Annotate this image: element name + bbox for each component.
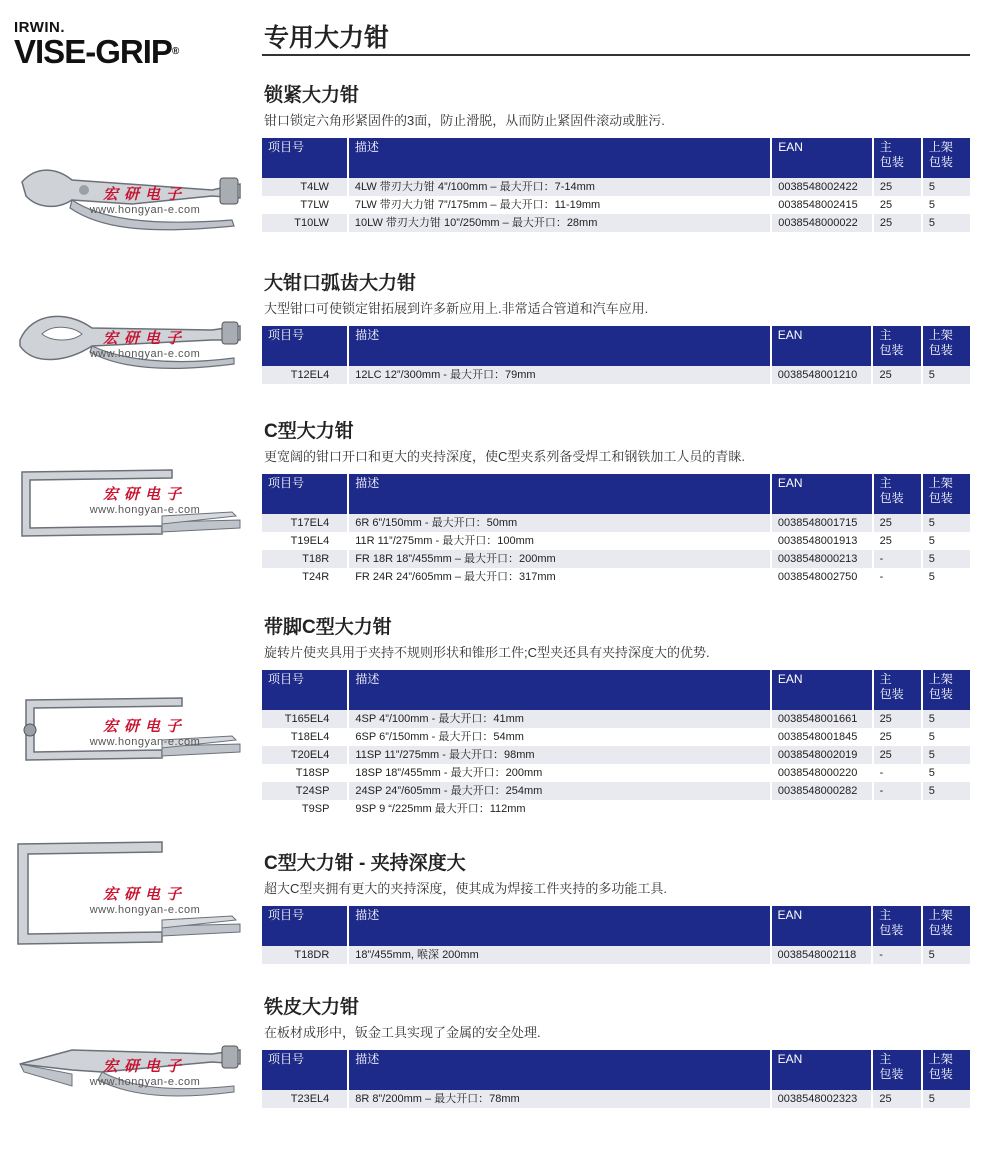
brand-logo bbox=[14, 20, 178, 69]
cell-ean: 0038548000282 bbox=[772, 782, 874, 800]
header-shelf-pack bbox=[923, 670, 970, 710]
cell-main: - bbox=[874, 550, 923, 568]
spec-table bbox=[262, 1050, 970, 1108]
table-row bbox=[262, 214, 970, 232]
table-row bbox=[262, 178, 970, 196]
watermark-cn: 宏研电子 bbox=[102, 886, 187, 903]
header-main-pack bbox=[873, 326, 922, 366]
watermark bbox=[75, 886, 215, 916]
header-shelf-pack bbox=[923, 474, 970, 514]
watermark-url: www.hongyan-e.com bbox=[89, 1076, 201, 1088]
brand-vise-grip-text: VISE-GRIP bbox=[14, 33, 172, 70]
watermark bbox=[75, 330, 215, 360]
table-row bbox=[262, 1090, 970, 1108]
page-title: 专用大力钳 bbox=[264, 24, 390, 52]
cell-main: 25 bbox=[874, 178, 923, 196]
cell-ean: 0038548001913 bbox=[772, 532, 874, 550]
section-title: 带脚C型大力钳 bbox=[264, 617, 392, 638]
header-shelf-pack bbox=[923, 138, 970, 178]
spec-table bbox=[262, 326, 970, 384]
cell-ean: 0038548001661 bbox=[772, 710, 874, 728]
cell-shelf: 5 bbox=[923, 366, 970, 384]
cell-item: T24R bbox=[262, 568, 349, 586]
section-title: C型大力钳 bbox=[264, 421, 354, 442]
section-deep-c-clamp bbox=[262, 852, 970, 964]
watermark-cn: 宏研电子 bbox=[102, 186, 187, 203]
cell-item: T19EL4 bbox=[262, 532, 349, 550]
cell-main bbox=[874, 800, 923, 818]
cell-main: - bbox=[873, 946, 922, 964]
section-title: 大钳口弧齿大力钳 bbox=[264, 273, 417, 294]
header-main-pack-1: 主 bbox=[879, 1052, 892, 1066]
header-main-pack-2: 包装 bbox=[879, 155, 904, 169]
watermark-url: www.hongyan-e.com bbox=[89, 904, 201, 916]
table-row bbox=[262, 728, 970, 746]
section-description: 钳口锁定六角形紧固件的3面，防止滑脱，从而防止紧固件滚动或脏污. bbox=[264, 113, 665, 128]
cell-item: T10LW bbox=[262, 214, 349, 232]
cell-ean: 0038548001210 bbox=[772, 366, 874, 384]
cell-desc: 24SP 24”/605mm - 最大开口：254mm bbox=[349, 782, 771, 800]
watermark-url: www.hongyan-e.com bbox=[89, 348, 201, 360]
header-desc: 描述 bbox=[349, 138, 772, 178]
cell-main: - bbox=[874, 782, 923, 800]
header-shelf-pack-2: 包装 bbox=[928, 491, 953, 505]
cell-main: - bbox=[874, 764, 923, 782]
cell-item: T18DR bbox=[262, 946, 349, 964]
section-description: 旋转片使夹具用于夹持不规则形状和锥形工件;C型夹还具有夹持深度大的优势. bbox=[264, 645, 710, 660]
header-shelf-pack bbox=[923, 326, 970, 366]
section-c-clamp bbox=[262, 420, 970, 586]
section-title: 锁紧大力钳 bbox=[264, 85, 360, 106]
cell-ean: 0038548002415 bbox=[772, 196, 874, 214]
header-shelf-pack-1: 上架 bbox=[928, 1052, 953, 1066]
header-main-pack bbox=[874, 670, 923, 710]
cell-main: 25 bbox=[874, 196, 923, 214]
header-shelf-pack bbox=[923, 906, 970, 946]
cell-main: 25 bbox=[873, 366, 922, 384]
table-row bbox=[262, 710, 970, 728]
header-shelf-pack-1: 上架 bbox=[928, 140, 953, 154]
header-main-pack-1: 主 bbox=[879, 140, 892, 154]
cell-main: 25 bbox=[874, 532, 923, 550]
cell-shelf: 5 bbox=[923, 178, 970, 196]
watermark bbox=[75, 486, 215, 516]
cell-shelf: 5 bbox=[923, 946, 970, 964]
cell-shelf: 5 bbox=[923, 514, 970, 532]
cell-item: T7LW bbox=[262, 196, 349, 214]
section-title: C型大力钳 - 夹持深度大 bbox=[264, 853, 466, 874]
cell-ean: 0038548001715 bbox=[772, 514, 874, 532]
header-main-pack bbox=[874, 474, 923, 514]
cell-main: 25 bbox=[874, 514, 923, 532]
header-ean: EAN bbox=[772, 326, 874, 366]
table-row bbox=[262, 550, 970, 568]
cell-item: T18R bbox=[262, 550, 349, 568]
cell-desc: 4SP 4”/100mm - 最大开口：41mm bbox=[349, 710, 771, 728]
cell-desc: 11SP 11”/275mm - 最大开口：98mm bbox=[349, 746, 771, 764]
header-item: 项目号 bbox=[262, 906, 349, 946]
cell-ean: 0038548000022 bbox=[772, 214, 874, 232]
cell-desc: 8R 8”/200mm – 最大开口：78mm bbox=[349, 1090, 771, 1108]
section-description: 在板材成形中，钣金工具实现了金属的安全处理. bbox=[264, 1025, 541, 1040]
header-ean: EAN bbox=[772, 1050, 874, 1090]
header-shelf-pack bbox=[923, 1050, 970, 1090]
brand-irwin: IRWIN. bbox=[14, 19, 66, 36]
section-description: 超大C型夹拥有更大的夹持深度，使其成为焊接工件夹持的多功能工具. bbox=[264, 881, 668, 896]
header-item: 项目号 bbox=[262, 326, 349, 366]
cell-shelf: 5 bbox=[928, 199, 936, 211]
brand-vise-grip bbox=[14, 35, 178, 69]
cell-main: 25 bbox=[874, 728, 923, 746]
cell-desc: 18SP 18”/455mm - 最大开口：200mm bbox=[349, 764, 771, 782]
watermark-cn: 宏研电子 bbox=[102, 718, 187, 735]
cell-main: 25 bbox=[874, 214, 923, 232]
cell-ean: 0038548002323 bbox=[772, 1090, 874, 1108]
table-row bbox=[262, 532, 970, 550]
cell-shelf: 5 bbox=[928, 535, 935, 547]
header-desc: 描述 bbox=[349, 906, 771, 946]
section-locking-pliers bbox=[262, 84, 970, 232]
cell-shelf: 5 bbox=[923, 1090, 970, 1108]
cell-shelf: 5 bbox=[923, 710, 970, 728]
cell-ean: 0038548000213 bbox=[772, 550, 874, 568]
brand-reg-mark: ® bbox=[171, 46, 179, 57]
header-shelf-pack-2: 包装 bbox=[928, 1067, 953, 1081]
watermark-cn: 宏研电子 bbox=[102, 1058, 187, 1075]
cell-item: T18SP bbox=[262, 764, 349, 782]
header-ean: EAN bbox=[772, 670, 874, 710]
watermark bbox=[75, 1058, 215, 1088]
header-shelf-pack-2: 包装 bbox=[928, 343, 953, 357]
cell-desc: 12LC 12”/300mm - 最大开口：79mm bbox=[349, 366, 772, 384]
cell-ean: 0038548002118 bbox=[772, 946, 874, 964]
watermark-cn: 宏研电子 bbox=[102, 486, 187, 503]
table-row bbox=[262, 514, 970, 532]
watermark bbox=[75, 718, 215, 748]
header-main-pack bbox=[874, 138, 923, 178]
cell-item: T24SP bbox=[262, 782, 349, 800]
header-item: 项目号 bbox=[262, 138, 349, 178]
header-shelf-pack-1: 上架 bbox=[928, 672, 953, 686]
header-shelf-pack-1: 上架 bbox=[928, 908, 953, 922]
header-shelf-pack-1: 上架 bbox=[928, 328, 953, 342]
header-main-pack bbox=[873, 1050, 922, 1090]
cell-item: T17EL4 bbox=[262, 514, 349, 532]
cell-item: T18EL4 bbox=[262, 728, 349, 746]
cell-shelf: 5 bbox=[928, 571, 935, 583]
cell-ean: 0038548002750 bbox=[772, 568, 874, 586]
cell-ean: 0038548001845 bbox=[772, 728, 874, 746]
table-row bbox=[262, 366, 970, 384]
section-description: 大型钳口可使锁定钳拓展到许多新应用上.非常适合管道和汽车应用. bbox=[264, 301, 649, 316]
cell-item: T4LW bbox=[262, 178, 349, 196]
watermark-url: www.hongyan-e.com bbox=[89, 204, 201, 216]
cell-main: - bbox=[874, 568, 923, 586]
spec-table bbox=[262, 138, 970, 232]
table-row bbox=[262, 568, 970, 586]
cell-item: T12EL4 bbox=[262, 366, 349, 384]
header-shelf-pack-1: 上架 bbox=[928, 476, 953, 490]
cell-desc: 4LW 带刃大力钳 4”/100mm – 最大开口：7-14mm bbox=[349, 178, 772, 196]
header-item: 项目号 bbox=[262, 474, 349, 514]
cell-item: T23EL4 bbox=[262, 1090, 349, 1108]
watermark bbox=[75, 186, 215, 216]
cell-shelf: 5 bbox=[923, 550, 970, 568]
header-desc: 描述 bbox=[349, 474, 772, 514]
header-shelf-pack-2: 包装 bbox=[928, 155, 953, 169]
section-description: 更宽阔的钳口开口和更大的夹持深度，使C型夹系列备受焊工和钢铁加工人员的青睐. bbox=[264, 449, 746, 464]
table-row bbox=[262, 782, 970, 800]
header-main-pack-1: 主 bbox=[879, 476, 892, 490]
cell-desc: 9SP 9 “/225mm 最大开口：112mm bbox=[349, 800, 771, 818]
section-large-jaw-pliers bbox=[262, 272, 970, 384]
cell-desc: 10LW 带刃大力钳 10”/250mm – 最大开口：28mm bbox=[349, 214, 772, 232]
spec-table bbox=[262, 670, 970, 818]
section-c-clamp-swivel bbox=[262, 616, 970, 818]
header-main-pack-1: 主 bbox=[879, 908, 892, 922]
watermark-url: www.hongyan-e.com bbox=[89, 504, 201, 516]
header-main-pack-2: 包装 bbox=[879, 1067, 904, 1081]
header-shelf-pack-2: 包装 bbox=[928, 687, 953, 701]
cell-ean: 0038548002019 bbox=[772, 746, 874, 764]
cell-shelf: 5 bbox=[923, 782, 970, 800]
section-sheet-metal-pliers bbox=[262, 996, 970, 1108]
header-desc: 描述 bbox=[349, 670, 771, 710]
cell-main: 25 bbox=[873, 1090, 922, 1108]
header-desc: 描述 bbox=[349, 1050, 771, 1090]
cell-desc: 6R 6”/150mm - 最大开口：50mm bbox=[349, 514, 772, 532]
spec-table bbox=[262, 474, 970, 586]
cell-main: 25 bbox=[874, 710, 923, 728]
header-main-pack-1: 主 bbox=[879, 328, 892, 342]
cell-desc: 11R 11”/275mm - 最大开口：100mm bbox=[349, 532, 772, 550]
cell-desc: 6SP 6”/150mm - 最大开口：54mm bbox=[349, 728, 771, 746]
header-ean: EAN bbox=[772, 906, 874, 946]
table-row bbox=[262, 946, 970, 964]
cell-main: 25 bbox=[874, 746, 923, 764]
cell-shelf bbox=[923, 800, 970, 818]
title-divider bbox=[262, 54, 970, 56]
cell-desc: 7LW 带刃大力钳 7”/175mm – 最大开口：11-19mm bbox=[349, 196, 772, 214]
header-item: 项目号 bbox=[262, 670, 349, 710]
cell-desc: FR 18R 18”/455mm – 最大开口：200mm bbox=[349, 550, 772, 568]
header-main-pack-2: 包装 bbox=[879, 491, 904, 505]
watermark-cn: 宏研电子 bbox=[102, 330, 187, 347]
header-item: 项目号 bbox=[262, 1050, 349, 1090]
cell-desc: FR 24R 24”/605mm – 最大开口：317mm bbox=[349, 568, 772, 586]
header-shelf-pack-2: 包装 bbox=[928, 923, 953, 937]
cell-item: T165EL4 bbox=[262, 710, 349, 728]
cell-shelf: 5 bbox=[928, 767, 935, 779]
header-ean: EAN bbox=[772, 138, 874, 178]
cell-shelf: 5 bbox=[928, 731, 935, 743]
cell-ean bbox=[772, 800, 874, 818]
cell-shelf: 5 bbox=[923, 746, 970, 764]
section-title: 铁皮大力钳 bbox=[264, 997, 360, 1018]
watermark-url: www.hongyan-e.com bbox=[89, 736, 201, 748]
cell-desc: 18”/455mm, 喉深 200mm bbox=[349, 946, 771, 964]
cell-ean: 0038548000220 bbox=[772, 764, 874, 782]
cell-item: T20EL4 bbox=[262, 746, 349, 764]
header-desc: 描述 bbox=[349, 326, 772, 366]
cell-item: T9SP bbox=[262, 800, 349, 818]
table-row bbox=[262, 764, 970, 782]
cell-shelf: 5 bbox=[923, 214, 970, 232]
table-row bbox=[262, 746, 970, 764]
header-main-pack-2: 包装 bbox=[879, 687, 904, 701]
header-main-pack-2: 包装 bbox=[879, 923, 904, 937]
table-row bbox=[262, 196, 970, 214]
header-main-pack bbox=[873, 906, 922, 946]
header-main-pack-2: 包装 bbox=[879, 343, 904, 357]
table-row bbox=[262, 800, 970, 818]
header-main-pack-1: 主 bbox=[879, 672, 892, 686]
spec-table bbox=[262, 906, 970, 964]
cell-ean: 0038548002422 bbox=[772, 178, 874, 196]
header-ean: EAN bbox=[772, 474, 874, 514]
